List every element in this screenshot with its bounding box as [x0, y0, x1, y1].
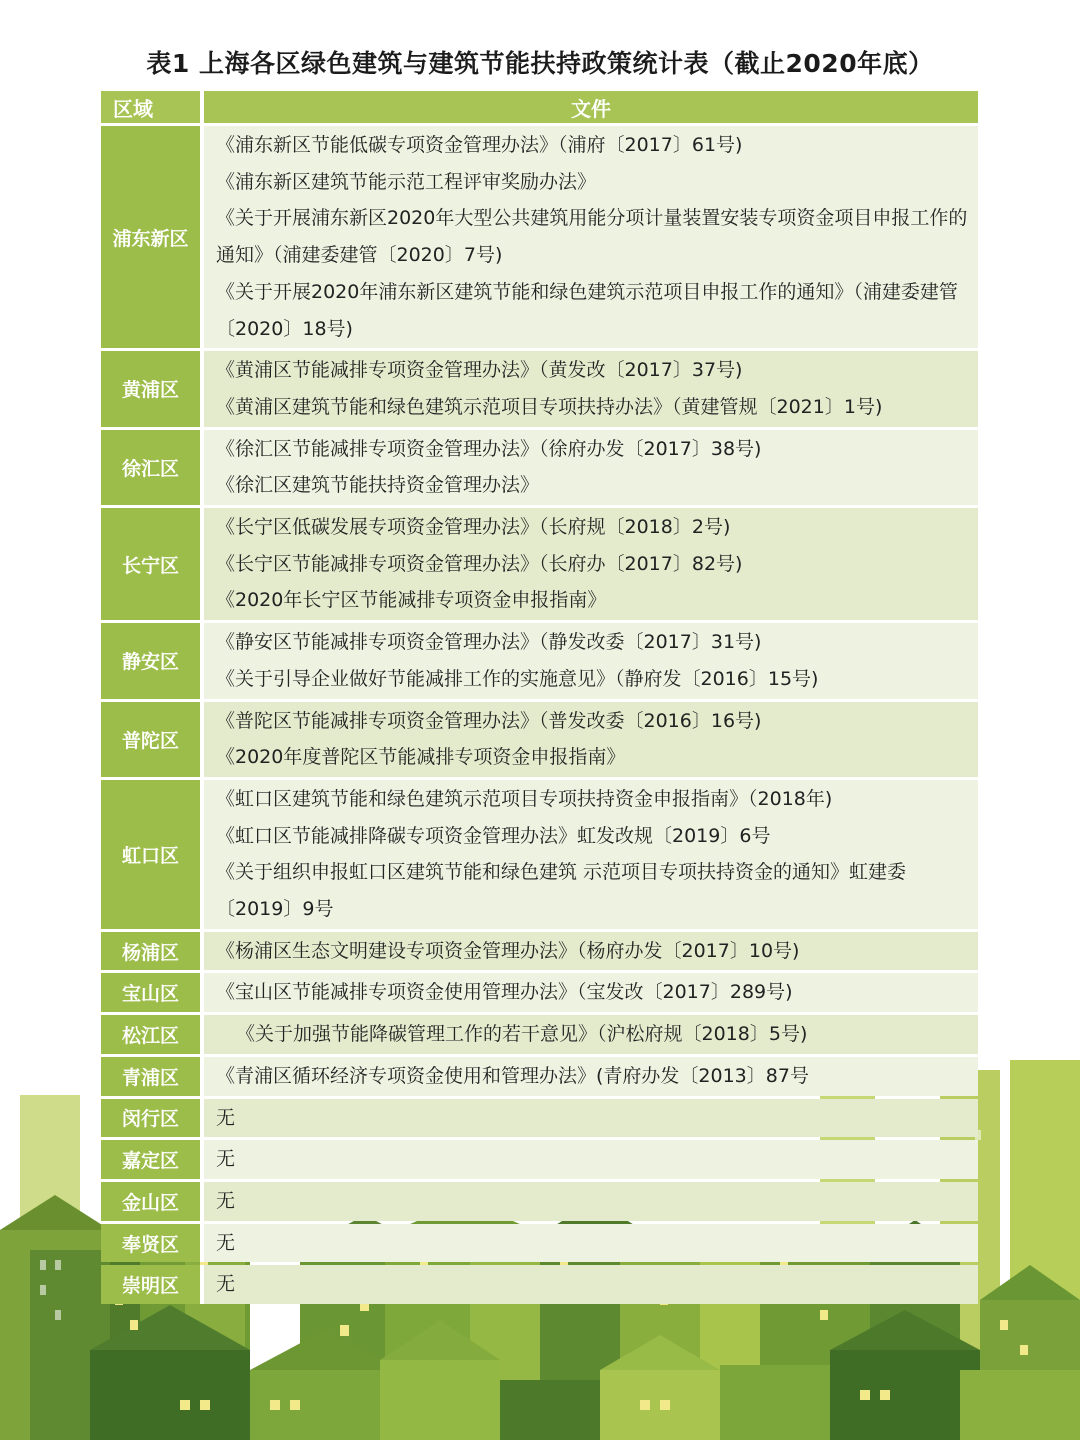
- table-row: [101, 932, 978, 971]
- document-entry: 《关于开展浦东新区2020年大型公共建筑用能分项计量装置安装专项资金项目申报工作的通知》（浦建委建管〔2020〕7号): [216, 207, 968, 267]
- documents-cell: [204, 1265, 978, 1304]
- region-cell: 宝山区: [101, 973, 204, 1012]
- documents-cell: [204, 1057, 978, 1096]
- document-entry: 《青浦区循环经济专项资金使用和管理办法》(青府办发〔2013〕87号: [216, 1064, 809, 1087]
- region-cell: 奉贤区: [101, 1224, 204, 1263]
- table-row: [101, 351, 978, 426]
- region-cell: 青浦区: [101, 1057, 204, 1096]
- region-cell: 静安区: [101, 623, 204, 698]
- document-entry: 《杨浦区生态文明建设专项资金管理办法》（杨府办发〔2017〕10号): [216, 939, 800, 962]
- documents-cell: [204, 430, 978, 505]
- table-row: [101, 126, 978, 348]
- table-row: [101, 623, 978, 698]
- region-cell: 嘉定区: [101, 1140, 204, 1179]
- table-row: [101, 1015, 978, 1054]
- table-row: [101, 430, 978, 505]
- region-cell: 黄浦区: [101, 351, 204, 426]
- region-cell: 杨浦区: [101, 932, 204, 971]
- documents-cell: [204, 973, 978, 1012]
- table-row: [101, 1182, 978, 1221]
- region-cell: 崇明区: [101, 1265, 204, 1304]
- document-entry: 《关于引导企业做好节能减排工作的实施意见》（静府发〔2016〕15号): [216, 667, 819, 690]
- document-entry: 《徐汇区建筑节能扶持资金管理办法》: [216, 474, 540, 497]
- document-entry: 无: [216, 1231, 236, 1254]
- table-row: [101, 1099, 978, 1138]
- table-row: [101, 780, 978, 929]
- documents-cell: [204, 1140, 978, 1179]
- region-cell: 浦东新区: [101, 126, 204, 348]
- document-entry: 《2020年长宁区节能减排专项资金申报指南》: [216, 589, 607, 612]
- documents-cell: [204, 702, 978, 777]
- table-row: [101, 702, 978, 777]
- column-header-documents: 文件: [204, 91, 978, 123]
- region-cell: 闵行区: [101, 1099, 204, 1138]
- table-header-row: [101, 91, 978, 123]
- documents-cell: [204, 932, 978, 971]
- region-cell: 虹口区: [101, 780, 204, 929]
- documents-cell: [204, 1224, 978, 1263]
- document-entry: 《浦东新区建筑节能示范工程评审奖励办法》: [216, 170, 597, 193]
- table-row: [101, 1057, 978, 1096]
- documents-cell: [204, 351, 978, 426]
- region-cell: 普陀区: [101, 702, 204, 777]
- table-row: [101, 973, 978, 1012]
- policy-table: [101, 88, 978, 1307]
- document-entry: 《2020年度普陀区节能减排专项资金申报指南》: [216, 746, 626, 769]
- document-entry: 《长宁区节能减排专项资金管理办法》（长府办〔2017〕82号): [216, 552, 743, 575]
- documents-cell: [204, 508, 978, 620]
- document-entry: 无: [216, 1189, 236, 1212]
- region-cell: 金山区: [101, 1182, 204, 1221]
- document-entry: 《长宁区低碳发展专项资金管理办法》（长府规〔2018〕2号): [216, 516, 731, 539]
- documents-cell: [204, 780, 978, 929]
- document-entry: 《宝山区节能减排专项资金使用管理办法》（宝发改〔2017〕289号): [216, 981, 793, 1004]
- column-header-region: 区域: [101, 91, 204, 123]
- region-cell: 松江区: [101, 1015, 204, 1054]
- documents-cell: [204, 623, 978, 698]
- documents-cell: [204, 126, 978, 348]
- documents-cell: [204, 1182, 978, 1221]
- table-row: [101, 1224, 978, 1263]
- table-row: [101, 1265, 978, 1304]
- document-entry: 《虹口区节能减排降碳专项资金管理办法》虹发改规〔2019〕6号: [216, 824, 771, 847]
- document-entry: 《黄浦区节能减排专项资金管理办法》（黄发改〔2017〕37号): [216, 359, 743, 382]
- document-entry: 《徐汇区节能减排专项资金管理办法》（徐府办发〔2017〕38号): [216, 437, 762, 460]
- region-cell: 徐汇区: [101, 430, 204, 505]
- document-entry: 《普陀区节能减排专项资金管理办法》（普发改委〔2016〕16号): [216, 709, 762, 732]
- documents-cell: [204, 1099, 978, 1138]
- document-entry: 《浦东新区节能低碳专项资金管理办法》（浦府〔2017〕61号): [216, 134, 743, 156]
- table-row: [101, 508, 978, 620]
- document-entry: 《静安区节能减排专项资金管理办法》（静发改委〔2017〕31号): [216, 631, 762, 654]
- document-entry: 《关于加强节能降碳管理工作的若干意见》（沪松府规〔2018〕5号): [236, 1023, 808, 1046]
- table-title: 表1 上海各区绿色建筑与建筑节能扶持政策统计表（截止2020年底）: [146, 49, 934, 78]
- document-entry: 无: [216, 1106, 236, 1129]
- document-entry: 《虹口区建筑节能和绿色建筑示范项目专项扶持资金申报指南》（2018年): [216, 787, 833, 810]
- region-cell: 长宁区: [101, 508, 204, 620]
- table-body: [101, 126, 978, 1304]
- document-entry: 《关于组织申报虹口区建筑节能和绿色建筑 示范项目专项扶持资金的通知》虹建委〔2019〕9号: [216, 861, 907, 921]
- documents-cell: [204, 1015, 978, 1054]
- document-entry: 无: [216, 1148, 236, 1171]
- document-entry: 《黄浦区建筑节能和绿色建筑示范项目专项扶持办法》（黄建管规〔2021〕1号): [216, 395, 883, 418]
- table-row: [101, 1140, 978, 1179]
- document-entry: 无: [216, 1273, 236, 1296]
- document-entry: 《关于开展2020年浦东新区建筑节能和绿色建筑示范项目申报工作的通知》（浦建委建管〔2020〕18号): [216, 280, 958, 340]
